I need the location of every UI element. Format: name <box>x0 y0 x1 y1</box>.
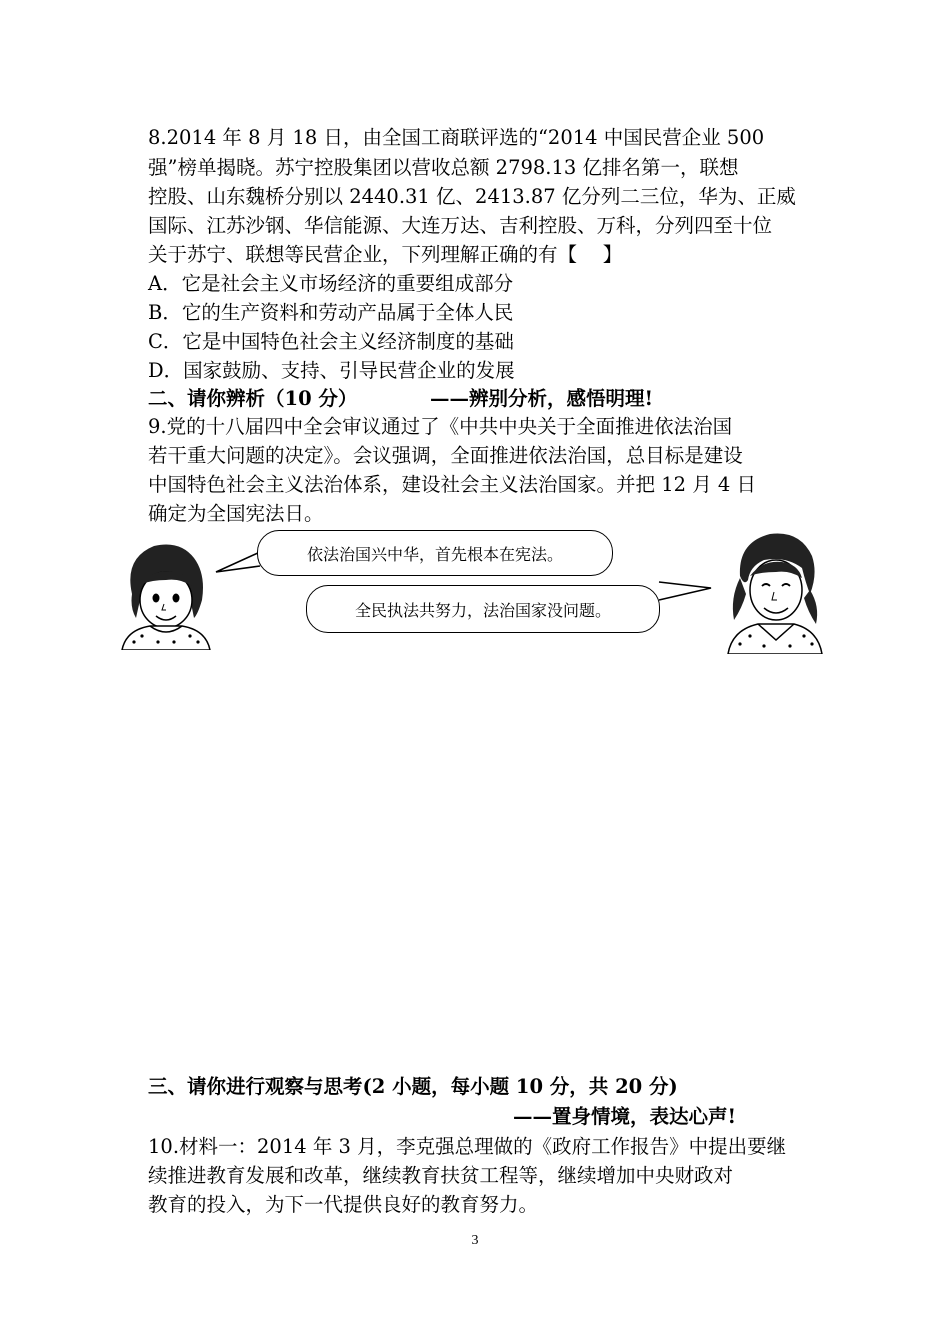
q8-option-c: C．它是中国特色社会主义经济制度的基础 <box>148 330 514 353</box>
speech-bubble-right-tail <box>655 578 715 608</box>
q8-line-5: 关于苏宁、联想等民营企业，下列理解正确的有【 】 <box>148 243 623 266</box>
q8-option-b: B．它的生产资料和劳动产品属于全体人民 <box>148 301 514 324</box>
speech-bubble-right <box>306 585 660 633</box>
girl-illustration-left <box>114 538 216 650</box>
speech-bubble-left-text: 依法治国兴中华，首先根本在宪法。 <box>306 544 563 564</box>
speech-bubble-left <box>257 530 613 576</box>
q8-line-3: 控股、山东魏桥分别以 2440.31 亿、2413.87 亿分列二三位，华为、正威 <box>148 185 796 208</box>
page-number: 3 <box>471 1233 479 1248</box>
section2-subtitle: ——辨别分析，感悟明理! <box>430 387 654 410</box>
q8-line-2: 强”榜单揭晓。苏宁控股集团以营收总额 2798.13 亿排名第一，联想 <box>148 156 739 179</box>
speech-bubble-right-text: 全民执法共努力，法治国家没问题。 <box>354 600 611 620</box>
q8-option-d: D．国家鼓励、支持、引导民营企业的发展 <box>148 359 515 382</box>
q9-line-4: 确定为全国宪法日。 <box>148 502 324 525</box>
q9-line-1: 9.党的十八届四中全会审议通过了《中共中央关于全面推进依法治国 <box>148 415 733 438</box>
q8-line-1: 8.2014 年 8 月 18 日，由全国工商联评选的“2014 中国民营企业 500 <box>148 126 765 149</box>
q10-line-1: 10.材料一：2014 年 3 月，李克强总理做的《政府工作报告》中提出要继 <box>148 1135 787 1158</box>
q10-line-2: 续推进教育发展和改革，继续教育扶贫工程等，继续增加中央财政对 <box>148 1164 734 1187</box>
q9-line-2: 若干重大问题的决定》。会议强调，全面推进依法治国，总目标是建设 <box>148 444 743 467</box>
q10-line-3: 教育的投入，为下一代提供良好的教育努力。 <box>148 1193 539 1216</box>
q9-line-3: 中国特色社会主义法治体系，建设社会主义法治国家。并把 12 月 4 日 <box>148 473 757 496</box>
q8-line-4: 国际、江苏沙钢、华信能源、大连万达、吉利控股、万科，分列四至十位 <box>148 214 773 237</box>
section3-subtitle: ——置身情境，表达心声! <box>513 1105 737 1128</box>
q8-option-a: A．它是社会主义市场经济的重要组成部分 <box>148 272 514 295</box>
girl-illustration-right <box>724 528 826 654</box>
section3-heading: 三、请你进行观察与思考(2 小题，每小题 10 分，共 20 分) <box>148 1075 678 1098</box>
section2-heading: 二、请你辨析（10 分） <box>148 387 358 410</box>
